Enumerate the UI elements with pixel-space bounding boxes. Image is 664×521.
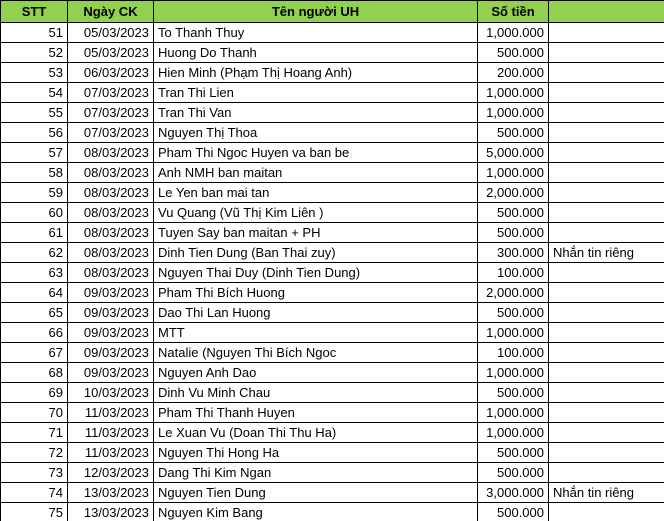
table-row xyxy=(1,503,664,521)
cell-amount[interactable]: 500.000 xyxy=(478,503,549,521)
cell-stt[interactable]: 75 xyxy=(1,503,68,521)
cell-name[interactable]: Dinh Vu Minh Chau xyxy=(154,383,478,403)
cell-name[interactable]: Le Xuan Vu (Doan Thi Thu Ha) xyxy=(154,423,478,443)
cell-note[interactable] xyxy=(549,343,664,363)
cell-amount[interactable]: 1,000.000 xyxy=(478,323,549,343)
cell-stt[interactable]: 65 xyxy=(1,303,68,323)
table-row xyxy=(1,123,664,143)
cell-stt[interactable]: 63 xyxy=(1,263,68,283)
cell-date[interactable]: 09/03/2023 xyxy=(68,303,154,323)
cell-amount[interactable]: 1,000.000 xyxy=(478,403,549,423)
cell-amount[interactable]: 2,000.000 xyxy=(478,183,549,203)
cell-name[interactable]: Anh NMH ban maitan xyxy=(154,163,478,183)
cell-date[interactable]: 08/03/2023 xyxy=(68,163,154,183)
table-row xyxy=(1,463,664,483)
cell-note[interactable] xyxy=(549,423,664,443)
table-row xyxy=(1,383,664,403)
cell-amount[interactable]: 500.000 xyxy=(478,303,549,323)
cell-note[interactable] xyxy=(549,363,664,383)
cell-date[interactable]: 11/03/2023 xyxy=(68,403,154,423)
table-row xyxy=(1,103,664,123)
cell-name[interactable]: MTT xyxy=(154,323,478,343)
cell-note[interactable] xyxy=(549,103,664,123)
header-name[interactable]: Tên người UH xyxy=(154,1,478,23)
table-row xyxy=(1,163,664,183)
table-row xyxy=(1,483,664,503)
cell-name[interactable]: Natalie (Nguyen Thi Bích Ngoc xyxy=(154,343,478,363)
cell-stt[interactable]: 72 xyxy=(1,443,68,463)
header-note[interactable] xyxy=(549,1,664,23)
cell-amount[interactable]: 5,000.000 xyxy=(478,143,549,163)
cell-amount[interactable]: 500.000 xyxy=(478,383,549,403)
cell-name[interactable]: Pham Thi Thanh Huyen xyxy=(154,403,478,423)
cell-amount[interactable]: 300.000 xyxy=(478,243,549,263)
header-stt[interactable]: STT xyxy=(1,1,68,23)
table-row xyxy=(1,203,664,223)
cell-amount[interactable]: 200.000 xyxy=(478,63,549,83)
cell-name[interactable]: Le Yen ban mai tan xyxy=(154,183,478,203)
cell-date[interactable]: 09/03/2023 xyxy=(68,323,154,343)
cell-amount[interactable]: 100.000 xyxy=(478,263,549,283)
cell-note[interactable] xyxy=(549,263,664,283)
cell-name[interactable]: Tuyen Say ban maitan + PH xyxy=(154,223,478,243)
cell-stt[interactable]: 56 xyxy=(1,123,68,143)
table-row xyxy=(1,63,664,83)
cell-note[interactable]: Nhắn tin riêng xyxy=(549,243,664,263)
cell-date[interactable]: 12/03/2023 xyxy=(68,463,154,483)
cell-date[interactable]: 08/03/2023 xyxy=(68,203,154,223)
table-row xyxy=(1,223,664,243)
cell-date[interactable]: 07/03/2023 xyxy=(68,123,154,143)
cell-note[interactable] xyxy=(549,303,664,323)
cell-note[interactable] xyxy=(549,503,664,521)
cell-amount[interactable]: 3,000.000 xyxy=(478,483,549,503)
table-row xyxy=(1,403,664,423)
cell-name[interactable]: Nguyen Anh Dao xyxy=(154,363,478,383)
cell-amount[interactable]: 500.000 xyxy=(478,43,549,63)
cell-date[interactable]: 06/03/2023 xyxy=(68,63,154,83)
cell-note[interactable] xyxy=(549,283,664,303)
cell-date[interactable]: 05/03/2023 xyxy=(68,43,154,63)
cell-note[interactable] xyxy=(549,43,664,63)
header-row xyxy=(1,1,664,23)
table-body xyxy=(1,23,664,521)
cell-note[interactable] xyxy=(549,463,664,483)
cell-stt[interactable]: 68 xyxy=(1,363,68,383)
table-row xyxy=(1,183,664,203)
cell-stt[interactable]: 52 xyxy=(1,43,68,63)
cell-name[interactable]: Dinh Tien Dung (Ban Thai zuy) xyxy=(154,243,478,263)
cell-note[interactable]: Nhắn tin riêng xyxy=(549,483,664,503)
cell-name[interactable]: Huong Do Thanh xyxy=(154,43,478,63)
table-row xyxy=(1,303,664,323)
cell-note[interactable] xyxy=(549,143,664,163)
cell-stt[interactable]: 59 xyxy=(1,183,68,203)
cell-note[interactable] xyxy=(549,83,664,103)
cell-stt[interactable]: 55 xyxy=(1,103,68,123)
cell-stt[interactable]: 73 xyxy=(1,463,68,483)
cell-date[interactable]: 07/03/2023 xyxy=(68,103,154,123)
cell-date[interactable]: 13/03/2023 xyxy=(68,503,154,521)
table-row xyxy=(1,43,664,63)
cell-stt[interactable]: 71 xyxy=(1,423,68,443)
cell-note[interactable] xyxy=(549,203,664,223)
cell-note[interactable] xyxy=(549,323,664,343)
cell-date[interactable]: 05/03/2023 xyxy=(68,23,154,43)
cell-stt[interactable]: 67 xyxy=(1,343,68,363)
cell-date[interactable]: 08/03/2023 xyxy=(68,243,154,263)
cell-stt[interactable]: 70 xyxy=(1,403,68,423)
table-row xyxy=(1,343,664,363)
table-row xyxy=(1,83,664,103)
table-row xyxy=(1,143,664,163)
cell-note[interactable] xyxy=(549,183,664,203)
table-header xyxy=(1,1,664,23)
cell-name[interactable]: Pham Thi Bích Huong xyxy=(154,283,478,303)
cell-date[interactable]: 08/03/2023 xyxy=(68,143,154,163)
table-row xyxy=(1,243,664,263)
cell-note[interactable] xyxy=(549,23,664,43)
cell-stt[interactable]: 57 xyxy=(1,143,68,163)
table-row xyxy=(1,323,664,343)
cell-note[interactable] xyxy=(549,443,664,463)
cell-name[interactable]: Hien Minh (Phạm Thị Hoang Anh) xyxy=(154,63,478,83)
cell-name[interactable]: Nguyen Thi Hong Ha xyxy=(154,443,478,463)
cell-note[interactable] xyxy=(549,63,664,83)
cell-amount[interactable]: 2,000.000 xyxy=(478,283,549,303)
cell-amount[interactable]: 500.000 xyxy=(478,123,549,143)
cell-note[interactable] xyxy=(549,383,664,403)
cell-date[interactable]: 08/03/2023 xyxy=(68,263,154,283)
cell-name[interactable]: Nguyen Kim Bang xyxy=(154,503,478,521)
cell-amount[interactable]: 500.000 xyxy=(478,223,549,243)
cell-name[interactable]: Tran Thi Lien xyxy=(154,83,478,103)
cell-name[interactable]: Vu Quang (Vũ Thị Kim Liên ) xyxy=(154,203,478,223)
cell-stt[interactable]: 58 xyxy=(1,163,68,183)
cell-date[interactable]: 07/03/2023 xyxy=(68,83,154,103)
header-date[interactable]: Ngày CK xyxy=(68,1,154,23)
cell-date[interactable]: 08/03/2023 xyxy=(68,183,154,203)
table-row xyxy=(1,363,664,383)
cell-name[interactable]: Pham Thi Ngoc Huyen va ban be xyxy=(154,143,478,163)
cell-date[interactable]: 09/03/2023 xyxy=(68,343,154,363)
cell-amount[interactable]: 1,000.000 xyxy=(478,363,549,383)
cell-stt[interactable]: 61 xyxy=(1,223,68,243)
cell-amount[interactable]: 1,000.000 xyxy=(478,423,549,443)
cell-note[interactable] xyxy=(549,123,664,143)
cell-amount[interactable]: 1,000.000 xyxy=(478,23,549,43)
cell-date[interactable]: 09/03/2023 xyxy=(68,363,154,383)
cell-name[interactable]: Nguyen Thị Thoa xyxy=(154,123,478,143)
cell-amount[interactable]: 500.000 xyxy=(478,443,549,463)
cell-amount[interactable]: 1,000.000 xyxy=(478,103,549,123)
cell-stt[interactable]: 74 xyxy=(1,483,68,503)
cell-stt[interactable]: 64 xyxy=(1,283,68,303)
cell-amount[interactable]: 1,000.000 xyxy=(478,163,549,183)
cell-note[interactable] xyxy=(549,223,664,243)
cell-name[interactable]: Dao Thi Lan Huong xyxy=(154,303,478,323)
cell-amount[interactable]: 1,000.000 xyxy=(478,83,549,103)
cell-stt[interactable]: 69 xyxy=(1,383,68,403)
cell-note[interactable] xyxy=(549,163,664,183)
cell-stt[interactable]: 54 xyxy=(1,83,68,103)
table-row xyxy=(1,423,664,443)
table-row xyxy=(1,283,664,303)
cell-date[interactable]: 08/03/2023 xyxy=(68,223,154,243)
cell-date[interactable]: 11/03/2023 xyxy=(68,423,154,443)
table-row xyxy=(1,263,664,283)
cell-note[interactable] xyxy=(549,403,664,423)
cell-amount[interactable]: 500.000 xyxy=(478,203,549,223)
cell-stt[interactable]: 53 xyxy=(1,63,68,83)
cell-name[interactable]: Nguyen Tien Dung xyxy=(154,483,478,503)
header-amount[interactable]: Số tiền xyxy=(478,1,549,23)
cell-name[interactable]: Tran Thi Van xyxy=(154,103,478,123)
cell-amount[interactable]: 100.000 xyxy=(478,343,549,363)
cell-name[interactable]: Dang Thi Kim Ngan xyxy=(154,463,478,483)
table-row xyxy=(1,443,664,463)
cell-stt[interactable]: 51 xyxy=(1,23,68,43)
cell-amount[interactable]: 500.000 xyxy=(478,463,549,483)
cell-date[interactable]: 11/03/2023 xyxy=(68,443,154,463)
cell-stt[interactable]: 62 xyxy=(1,243,68,263)
cell-stt[interactable]: 66 xyxy=(1,323,68,343)
table-row xyxy=(1,23,664,43)
cell-date[interactable]: 13/03/2023 xyxy=(68,483,154,503)
cell-date[interactable]: 09/03/2023 xyxy=(68,283,154,303)
cell-date[interactable]: 10/03/2023 xyxy=(68,383,154,403)
cell-name[interactable]: Nguyen Thai Duy (Dinh Tien Dung) xyxy=(154,263,478,283)
cell-stt[interactable]: 60 xyxy=(1,203,68,223)
cell-name[interactable]: To Thanh Thuy xyxy=(154,23,478,43)
